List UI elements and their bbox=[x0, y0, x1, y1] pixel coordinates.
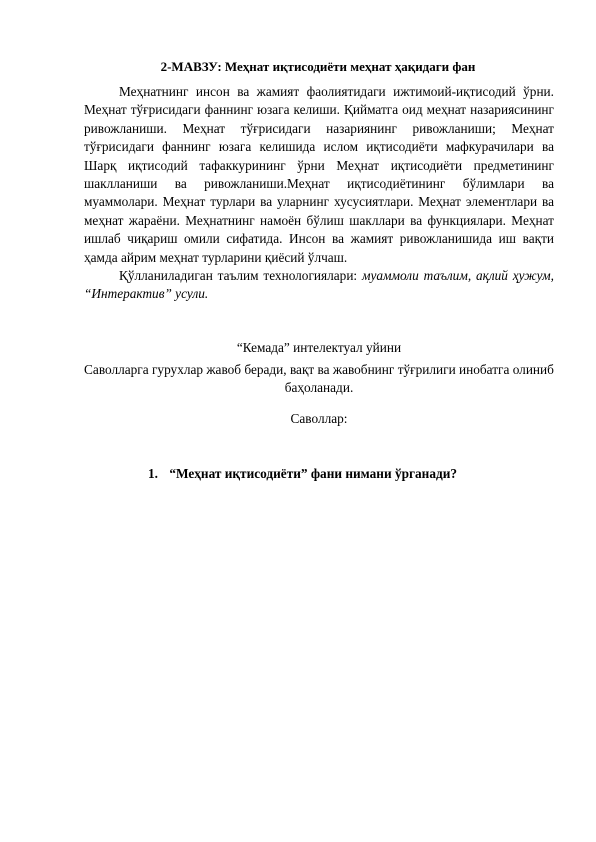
document-body bbox=[84, 83, 554, 304]
main-paragraph: Меҳнатнинг инсон ва жамият фаолиятидаги ижтимоий-иқтисодий ўрни. Меҳнат тўғрисидаги фаннинг юзага келиши. Қийматга оид меҳнат назариясининг ривожланиши. Меҳнат тўғрисидаги назариянинг ривожланиши; Меҳнат тўғрисидаги фаннинг юзага келишида ислом иқтисодиёти мафкурачилари ва Шарқ иқтисодий тафаккурининг ўрни Меҳнат иқтисодиёти предметининг шаклланиши ва ривожланиши.Меҳнат иқтисодиётининг бўлимлари ва муаммолари. Меҳнат турлари ва уларнинг хусусиятлари. Меҳнат элементлари ва меҳнат жараёни. Меҳнатнинг намоён бўлиш шакллари ва функциялари. Меҳнат ишлаб чиқариш омили сифатида. Инсон ва жамият ривожланишида иш вақти ҳамда айрим меҳнат турларини қиёсий ўлчаш. bbox=[84, 84, 554, 265]
question-text: “Меҳнат иқтисодиёти” фани нимани ўрганади? bbox=[169, 466, 458, 481]
technologies-label: Қўлланиладиган таълим технологиялари: bbox=[119, 268, 362, 284]
game-title: “Кемада” интелектуал уйини bbox=[236, 340, 402, 355]
document-title: 2-МАВЗУ: Меҳнат иқтисодиёти меҳнат ҳақидаги фан bbox=[160, 59, 476, 74]
questions-heading: Саволлар: bbox=[290, 411, 348, 426]
question-item bbox=[148, 465, 568, 483]
technologies-value: муаммоли таълим, ақлий ҳужум, “Интерактив” усули. bbox=[84, 268, 554, 302]
game-rules: Саволларга гурухлар жавоб беради, вақт ва жавобнинг тўғрилиги инобатга олиниб баҳоланади. bbox=[84, 362, 554, 396]
technologies-paragraph bbox=[84, 267, 554, 304]
question-number: 1. bbox=[148, 466, 158, 481]
